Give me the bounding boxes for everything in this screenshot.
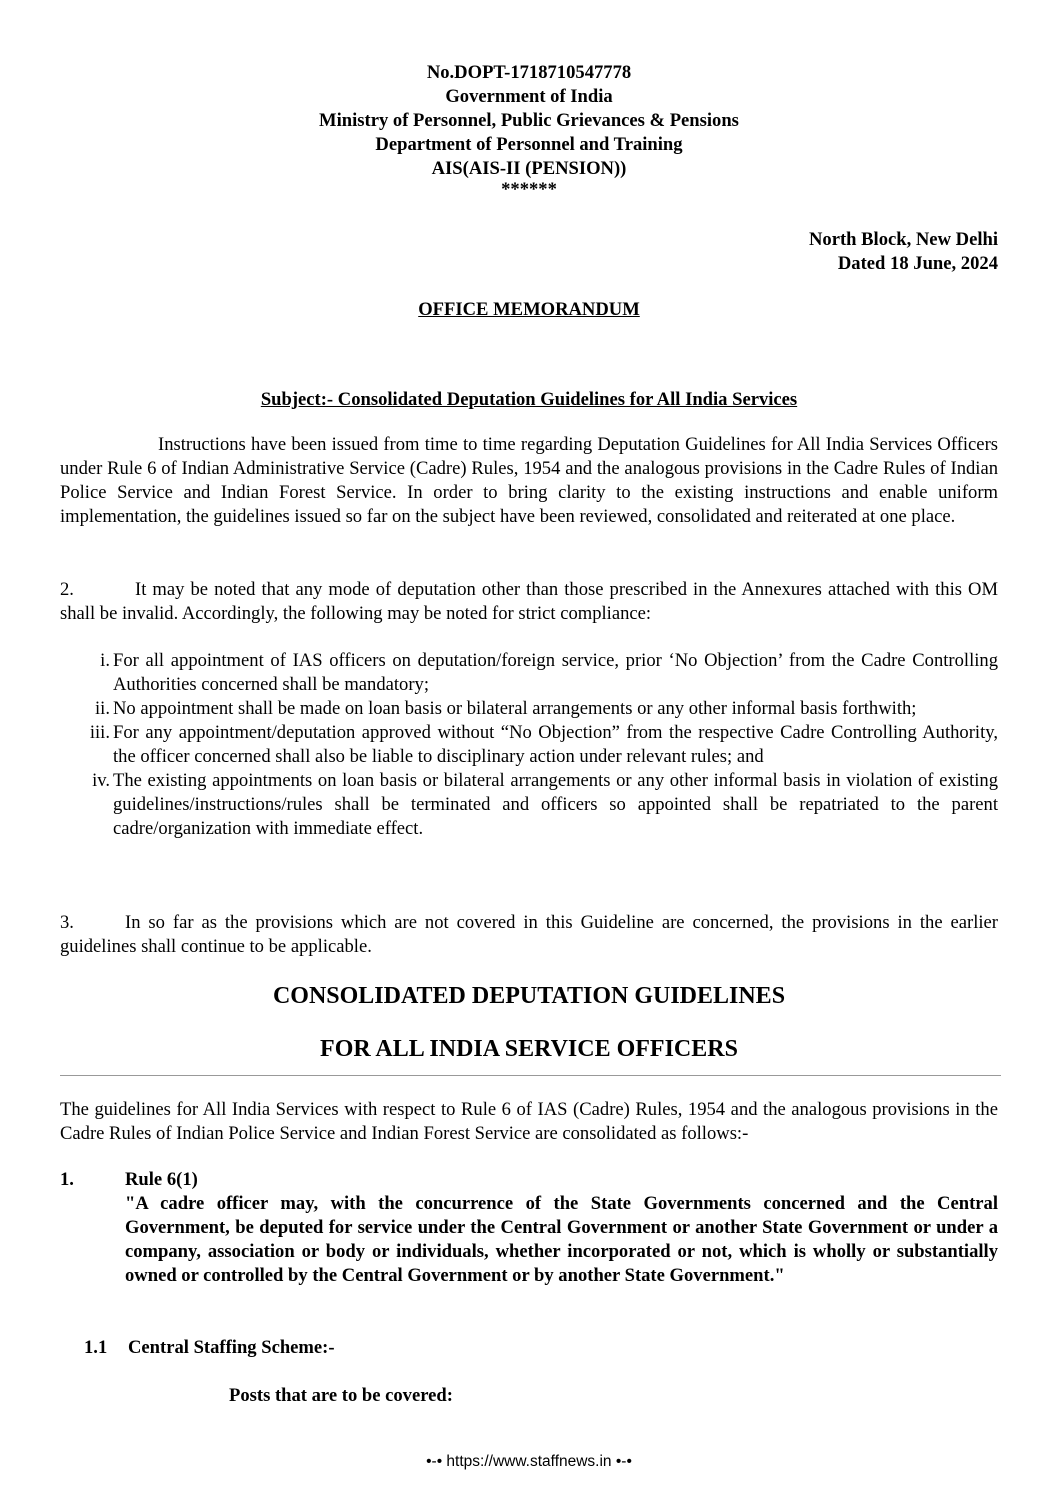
place-date bbox=[809, 228, 998, 276]
list-item: iv. The existing appointments on loan basis or bilateral arrangements or any other informal basis in violation of existing guidelines/instructions/rules shall be terminated and officers so appointed shall be repatriated to the parent cadre/organization with immediate effect. bbox=[92, 770, 998, 839]
paragraph-1: Instructions have been issued from time to time regarding Deputation Guidelines for All India Services Officers under Rule 6 of Indian Administrative Service (Cadre) Rules, 1954 and the analogous provisions in the Cadre Rules of Indian Police Service and Indian Forest Service. In order to bring clarity to the existing instructions and enable uniform implementation, the guidelines issued so far on the subject have been reviewed, consolidated and reiterated at one place. bbox=[60, 434, 998, 527]
section-1 bbox=[125, 1168, 998, 1288]
compliance-list bbox=[60, 649, 998, 841]
letterhead bbox=[0, 61, 1058, 205]
paragraph-number: 2. bbox=[60, 579, 74, 600]
separator-stars: ****** bbox=[501, 179, 557, 200]
divider bbox=[60, 1075, 1001, 1076]
date: Dated 18 June, 2024 bbox=[837, 253, 998, 274]
place: North Block, New Delhi bbox=[808, 229, 998, 250]
footer-watermark: •-• https://www.staffnews.in •-• bbox=[426, 1453, 632, 1470]
paragraph-2: 2. It may be noted that any mode of deputation other than those prescribed in the Annexures attached with this OM shall be invalid. Accordingly, the following may be noted for strict compliance: bbox=[60, 579, 998, 624]
section-number: 1. bbox=[60, 1169, 74, 1190]
section-title: Rule 6(1) bbox=[125, 1169, 198, 1190]
paragraph-number: 3. bbox=[60, 912, 74, 933]
paragraph-3: 3. In so far as the provisions which are not covered in this Guideline are concerned, the provisions in the earlier guidelines shall continue to be applicable. bbox=[60, 912, 998, 957]
rule-quote: "A cadre officer may, with the concurrence of the State Governments concerned and the Central Government, be deputed for service under the Central Government or another State Government or under a company, association or body or individuals, whether incorporated or not, which is wholly or substantially owned or controlled by the Central Government or by another State Government." bbox=[125, 1193, 998, 1286]
department-name: Department of Personnel and Training bbox=[375, 134, 683, 155]
list-item: i. For all appointment of IAS officers on deputation/foreign service, prior ‘No Objection’ from the Cadre Controlling Authorities concerned shall be mandatory; bbox=[100, 650, 998, 695]
posts-heading: Posts that are to be covered: bbox=[229, 1385, 453, 1406]
main-subheading: FOR ALL INDIA SERVICE OFFICERS bbox=[320, 1036, 738, 1062]
list-item: iii. For any appointment/deputation approved without “No Objection” from the respective Cadre Controlling Authority, the officer concerned shall also be liable to disciplinary action under relevant rules; and bbox=[89, 722, 998, 767]
ministry-name: Ministry of Personnel, Public Grievances & Pensions bbox=[319, 110, 739, 131]
document-type: OFFICE MEMORANDUM bbox=[418, 299, 640, 320]
government-name: Government of India bbox=[445, 86, 613, 107]
section-name: AIS(AIS-II (PENSION)) bbox=[431, 158, 627, 179]
reference-number: No.DOPT-1718710547778 bbox=[426, 62, 632, 83]
list-item: ii. No appointment shall be made on loan basis or bilateral arrangements or any other informal basis forthwith; bbox=[95, 698, 917, 719]
subsection-heading: 1.1 Central Staffing Scheme:- bbox=[84, 1337, 335, 1358]
intro-paragraph: The guidelines for All India Services with respect to Rule 6 of IAS (Cadre) Rules, 1954 and the analogous provisions in the Cadre Rules of Indian Police Service and Indian Forest Service are consolidated as follows:- bbox=[60, 1099, 998, 1144]
main-heading: CONSOLIDATED DEPUTATION GUIDELINES bbox=[272, 983, 786, 1009]
subject: Subject:- Consolidated Deputation Guidelines for All India Services bbox=[260, 389, 798, 410]
